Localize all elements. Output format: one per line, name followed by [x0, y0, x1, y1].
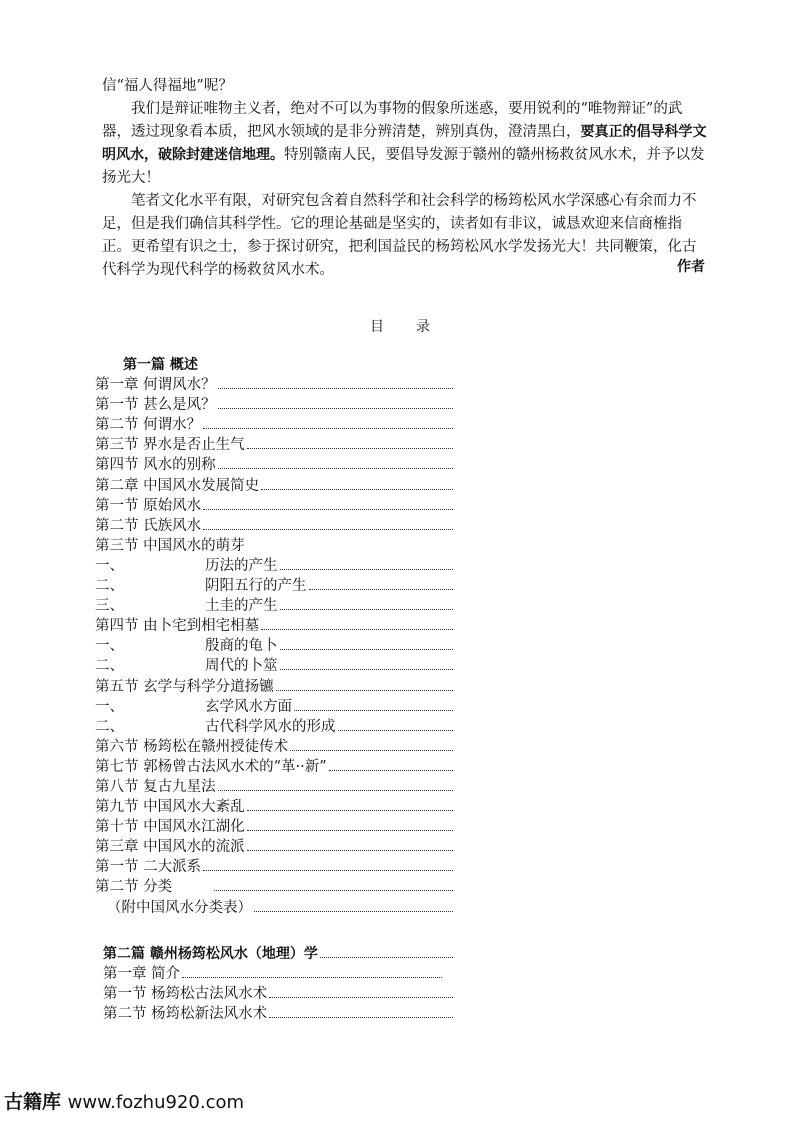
toc-entry-label: 第一章 何谓风水？ — [95, 377, 216, 394]
author-signature: 作者 — [677, 259, 705, 275]
toc-dot-leader — [269, 1005, 453, 1018]
toc-entry-label: 第八节 复古九星法 — [95, 778, 216, 795]
toc-dot-leader — [338, 718, 454, 731]
toc-entry — [95, 984, 455, 1004]
footer-url: www.fozhu920.com — [67, 1092, 245, 1113]
toc-dot-leader — [218, 457, 453, 470]
paragraph-dialectics — [102, 98, 708, 190]
footer-brand: 古籍库 — [4, 1091, 62, 1113]
toc-entry-label: （附中国风水分类表） — [107, 899, 252, 916]
toc-dot-leader — [280, 658, 454, 671]
toc-dot-leader — [247, 839, 453, 852]
toc-subentry-label: 周代的卜筮 — [205, 658, 278, 675]
toc-entry-label: 第三节 界水是否止生气 — [95, 437, 245, 454]
toc-entry — [95, 616, 455, 636]
toc-dot-leader — [329, 758, 453, 771]
footer-watermark — [4, 1087, 244, 1114]
toc-entry — [95, 496, 455, 516]
toc-subentry-label: 阴阳五行的产生 — [205, 578, 307, 595]
toc-dot-leader — [247, 819, 453, 832]
toc-dot-leader — [276, 678, 453, 691]
toc-entry-label: 一、 — [95, 698, 124, 715]
toc-dot-leader — [203, 859, 453, 872]
toc-dot-leader — [203, 497, 453, 510]
toc-entry — [95, 837, 455, 857]
toc-subentry-label: 土圭的产生 — [205, 598, 278, 615]
toc-entry — [95, 476, 455, 496]
toc-dot-leader — [269, 985, 453, 998]
toc-subentry-label: 历法的产生 — [205, 557, 278, 574]
toc-entry-label: 第二章 中国风水发展简史 — [95, 477, 260, 494]
toc-title: 目录 — [370, 319, 462, 335]
toc-dot-leader — [280, 557, 454, 570]
toc-dot-leader — [218, 397, 453, 410]
toc-entry — [95, 677, 455, 697]
toc-dot-leader — [182, 965, 442, 978]
toc-dot-leader — [247, 538, 453, 550]
toc-entry — [95, 395, 455, 415]
toc-entry-label: 第一节 原始风水 — [95, 497, 202, 514]
toc-dot-leader — [294, 698, 453, 711]
toc-dot-leader — [247, 437, 453, 450]
toc-dot-leader — [261, 618, 453, 631]
toc-entry — [95, 596, 455, 616]
toc-entry — [95, 717, 455, 737]
paragraph-author-note: 笔者文化水平有限，对研究包含着自然科学和社会科学的杨筠松风水学深感心有余而力不足，但是我们确信其科学性。它的理论基础是坚实的，读者如有非议，诚恳欢迎来信商榷指正。更希望有识之士，参于探讨研究，把利国益民的杨筠松风水学发扬光大！共同鞭策，化古代科学为现代科学的杨救贫风水术。 — [102, 193, 697, 278]
toc-entry-label: 第二节 氏族风水 — [95, 517, 202, 534]
toc-entry — [95, 817, 455, 837]
toc-dot-leader — [203, 417, 453, 430]
toc-dot-leader — [254, 899, 453, 912]
toc-entry-label: 二、 — [95, 658, 124, 675]
toc-entry — [95, 415, 455, 435]
toc-entry — [95, 435, 455, 455]
toc-entry-label: 第二节 分类 — [95, 879, 173, 896]
toc-entry — [95, 455, 455, 475]
toc-entry-label: 第二篇 赣州杨筠松风水（地理）学 — [103, 945, 318, 962]
toc-entry — [95, 737, 455, 757]
toc-entry-label: 第三章 中国风水的流派 — [95, 839, 245, 856]
toc-entry — [95, 636, 455, 656]
toc-entry — [95, 556, 455, 576]
toc-entry-label: 第七节 郭杨曾古法风水术的“革··新” — [95, 758, 327, 775]
toc-entry-label: 二、 — [95, 718, 124, 735]
toc-entry-label: 第一章 简介 — [103, 965, 181, 982]
toc-entry — [95, 777, 455, 797]
toc-subentry-label: 玄学风水方面 — [205, 698, 292, 715]
toc-subentry-label: 殷商的龟卜 — [205, 638, 278, 655]
toc-entry-label: 第一节 杨筠松古法风水术 — [103, 985, 268, 1002]
toc-entry — [95, 536, 455, 556]
toc-entry — [95, 1004, 455, 1024]
paragraph-text: 特别赣南人民，要倡导发源于赣州的赣州杨救贫风水术，并予以发扬光大！ — [102, 147, 705, 186]
toc-entry — [95, 877, 455, 897]
toc-dot-leader — [320, 945, 453, 958]
toc-entry — [95, 898, 455, 918]
paragraph-text: 我们是辩证唯物主义者，绝对不可以为事物的假象所迷惑，要用锐利的“唯物辩证”的武器，透过现象看本质，把风水领域的是非分辨清楚，辨别真伪，澄清黑白， — [102, 101, 683, 140]
toc-dot-leader — [218, 778, 453, 791]
paragraph-continuation: 信“福人得福地”呢？ — [102, 78, 233, 94]
toc-entry-label: 第六节 杨筠松在赣州授徒传术 — [95, 738, 289, 755]
toc-dot-leader — [247, 798, 453, 811]
toc-entry-label: 第十节 中国风水江湖化 — [95, 819, 245, 836]
toc-entry-label: 第一篇 概述 — [123, 357, 198, 373]
toc-entry — [95, 857, 455, 877]
toc-entry-label: 三、 — [95, 598, 124, 615]
toc-entry — [95, 964, 455, 984]
toc-part-heading — [95, 355, 455, 375]
body-text — [102, 75, 708, 282]
toc-entry-label: 第二节 何谓水？ — [95, 417, 202, 434]
toc-entry-label: 第一节 甚么是风？ — [95, 397, 216, 414]
table-of-contents — [95, 355, 455, 1024]
toc-entry-label: 第三节 中国风水的萌芽 — [95, 537, 245, 554]
toc-entry — [95, 757, 455, 777]
toc-entry-label: 第九节 中国风水大紊乱 — [95, 799, 245, 816]
toc-entry-label: 第四节 由卜宅到相宅相墓 — [95, 618, 260, 635]
toc-dot-leader — [200, 357, 453, 369]
toc-dot-leader — [280, 638, 454, 651]
toc-entry-label: 第四节 风水的别称 — [95, 457, 216, 474]
toc-entry-label: 第五节 玄学与科学分道扬镳 — [95, 678, 274, 695]
toc-dot-leader — [280, 598, 454, 611]
toc-dot-leader — [214, 879, 453, 892]
toc-entry-label: 二、 — [95, 578, 124, 595]
toc-dot-leader — [261, 477, 453, 490]
toc-subentry-label: 古代科学风水的形成 — [205, 718, 336, 735]
toc-spacer — [95, 918, 455, 944]
toc-entry-label: 第一节 二大派系 — [95, 859, 202, 876]
toc-entry — [95, 656, 455, 676]
toc-entry — [95, 375, 455, 395]
toc-entry — [95, 516, 455, 536]
toc-dot-leader — [309, 577, 454, 590]
toc-entry — [95, 697, 455, 717]
toc-dot-leader — [203, 517, 453, 530]
toc-part-heading — [95, 944, 455, 964]
emphasis-text: 要真正的倡导科学文明风水，破除封建迷信地理。 — [102, 124, 707, 163]
toc-entry-label: 一、 — [95, 638, 124, 655]
toc-entry-label: 第二节 杨筠松新法风水术 — [103, 1005, 268, 1022]
toc-entry-label: 一、 — [95, 557, 124, 574]
toc-entry — [95, 576, 455, 596]
toc-dot-leader — [218, 377, 453, 390]
toc-dot-leader — [290, 738, 453, 751]
toc-entry — [95, 797, 455, 817]
